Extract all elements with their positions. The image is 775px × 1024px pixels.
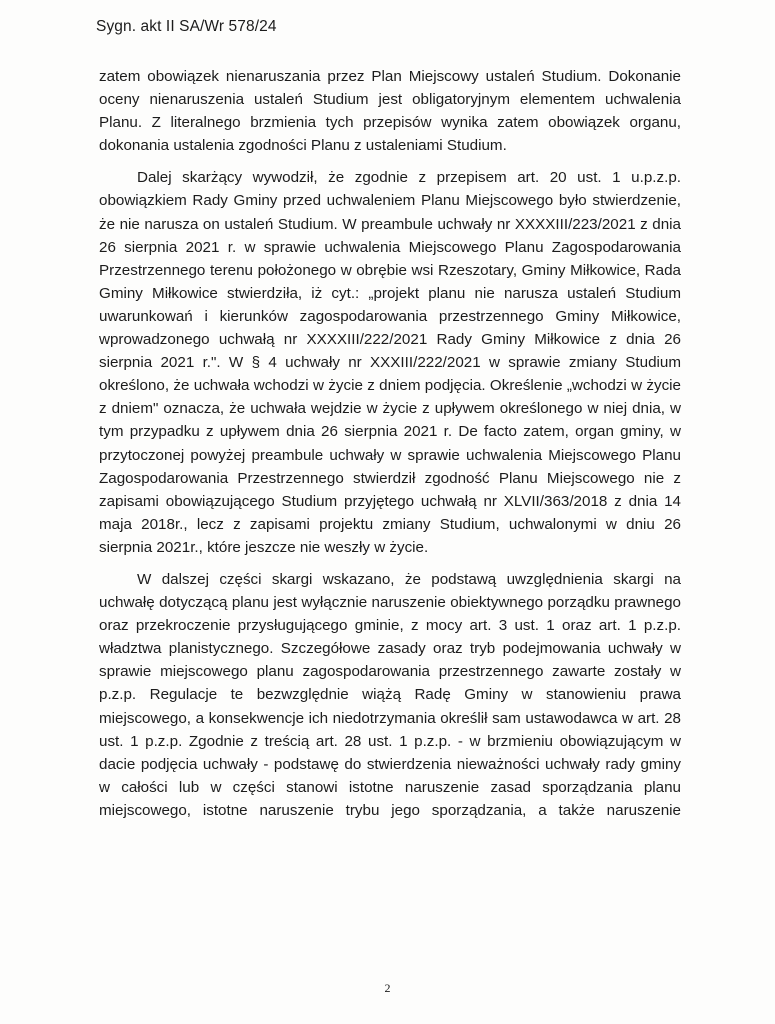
- paragraph-complainant-argument: Dalej skarżący wywodził, że zgodnie z przepisem art. 20 ust. 1 u.p.z.p. obowiązkiem Rady Gminy przed uchwaleniem Planu Miejscowego było stwierdzenie, że nie narusza on ustaleń Studium. W preambule uchwały nr XXXXIII/223/2021 z dnia 26 sierpnia 2021 r. w sprawie uchwalenia Miejscowego Planu Zagospodarowania Przestrzennego terenu położonego w obrębie wsi Rzeszotary, Gminy Miłkowice, Rada Gminy Miłkowice stwierdziła, iż cyt.: „projekt planu nie narusza ustaleń Studium uwarunkowań i kierunków zagospodarowania przestrzennego Gminy Miłkowice, wprowadzonego uchwałą nr XXXXIII/222/2021 Rady Gminy Miłkowice z dnia 26 sierpnia 2021 r.". W § 4 uchwały nr XXXIII/222/2021 w sprawie zmiany Studium określono, że uchwała wchodzi w życie z dniem podjęcia. Określenie „wchodzi w życie z dniem" oznacza, że uchwała wejdzie w życie z upływem określonego w niej dnia, w tym przypadku z upływem dnia 26 sierpnia 2021 r. De facto zatem, organ gminy, w przytoczonej powyżej preambule uchwały w sprawie uchwalenia Miejscowego Planu Zagospodarowania Przestrzennego stwierdził zgodność Planu Miejscowego nie z zapisami obowiązującego Studium przyjętego uchwałą nr XLVII/363/2018 z dnia 14 maja 2018r., lecz z zapisami projektu zmiany Studium, uchwalonymi w dniu 26 sierpnia 2021r., które jeszcze nie weszły w życie.: [99, 169, 681, 556]
- paragraph-complaint-grounds: W dalszej części skargi wskazano, że podstawą uwzględnienia skargi na uchwałę dotyczącą planu jest wyłącznie naruszenie obiektywnego porządku prawnego oraz przekroczenie przysługującego gminie, z mocy art. 3 ust. 1 oraz art. 1 p.z.p. władztwa planistycznego. Szczegółowe zasady oraz tryb podejmowania uchwały w sprawie miejscowego planu zagospodarowania przestrzennego zawarte zostały w p.z.p. Regulacje te bezwzględnie wiążą Radę Gminy w stanowieniu prawa miejscowego, a konsekwencje ich niedotrzymania określił sam ustawodawca w art. 28 ust. 1 p.z.p. Zgodnie z treścią art. 28 ust. 1 p.z.p. - w brzmieniu obowiązującym w dacie podjęcia uchwały - podstawę do stwierdzenia nieważności uchwały rady gminy w całości lub w części stanowi istotne naruszenie zasad sporządzania planu miejscowego, istotne naruszenie trybu jego sporządzania, a także naruszenie: [99, 570, 681, 819]
- paragraph-continuation: zatem obowiązek nienaruszania przez Plan Miejscowy ustaleń Studium. Dokonanie oceny nienaruszenia ustaleń Studium jest obligatoryjnym elementem uchwalenia Planu. Z literalnego brzmienia tych przepisów wynika zatem obowiązek organu, dokonania ustalenia zgodności Planu z ustaleniami Studium.: [99, 68, 681, 155]
- document-body: [99, 65, 681, 831]
- page-number: 2: [384, 981, 391, 995]
- case-signature: Sygn. akt II SA/Wr 578/24: [96, 18, 277, 35]
